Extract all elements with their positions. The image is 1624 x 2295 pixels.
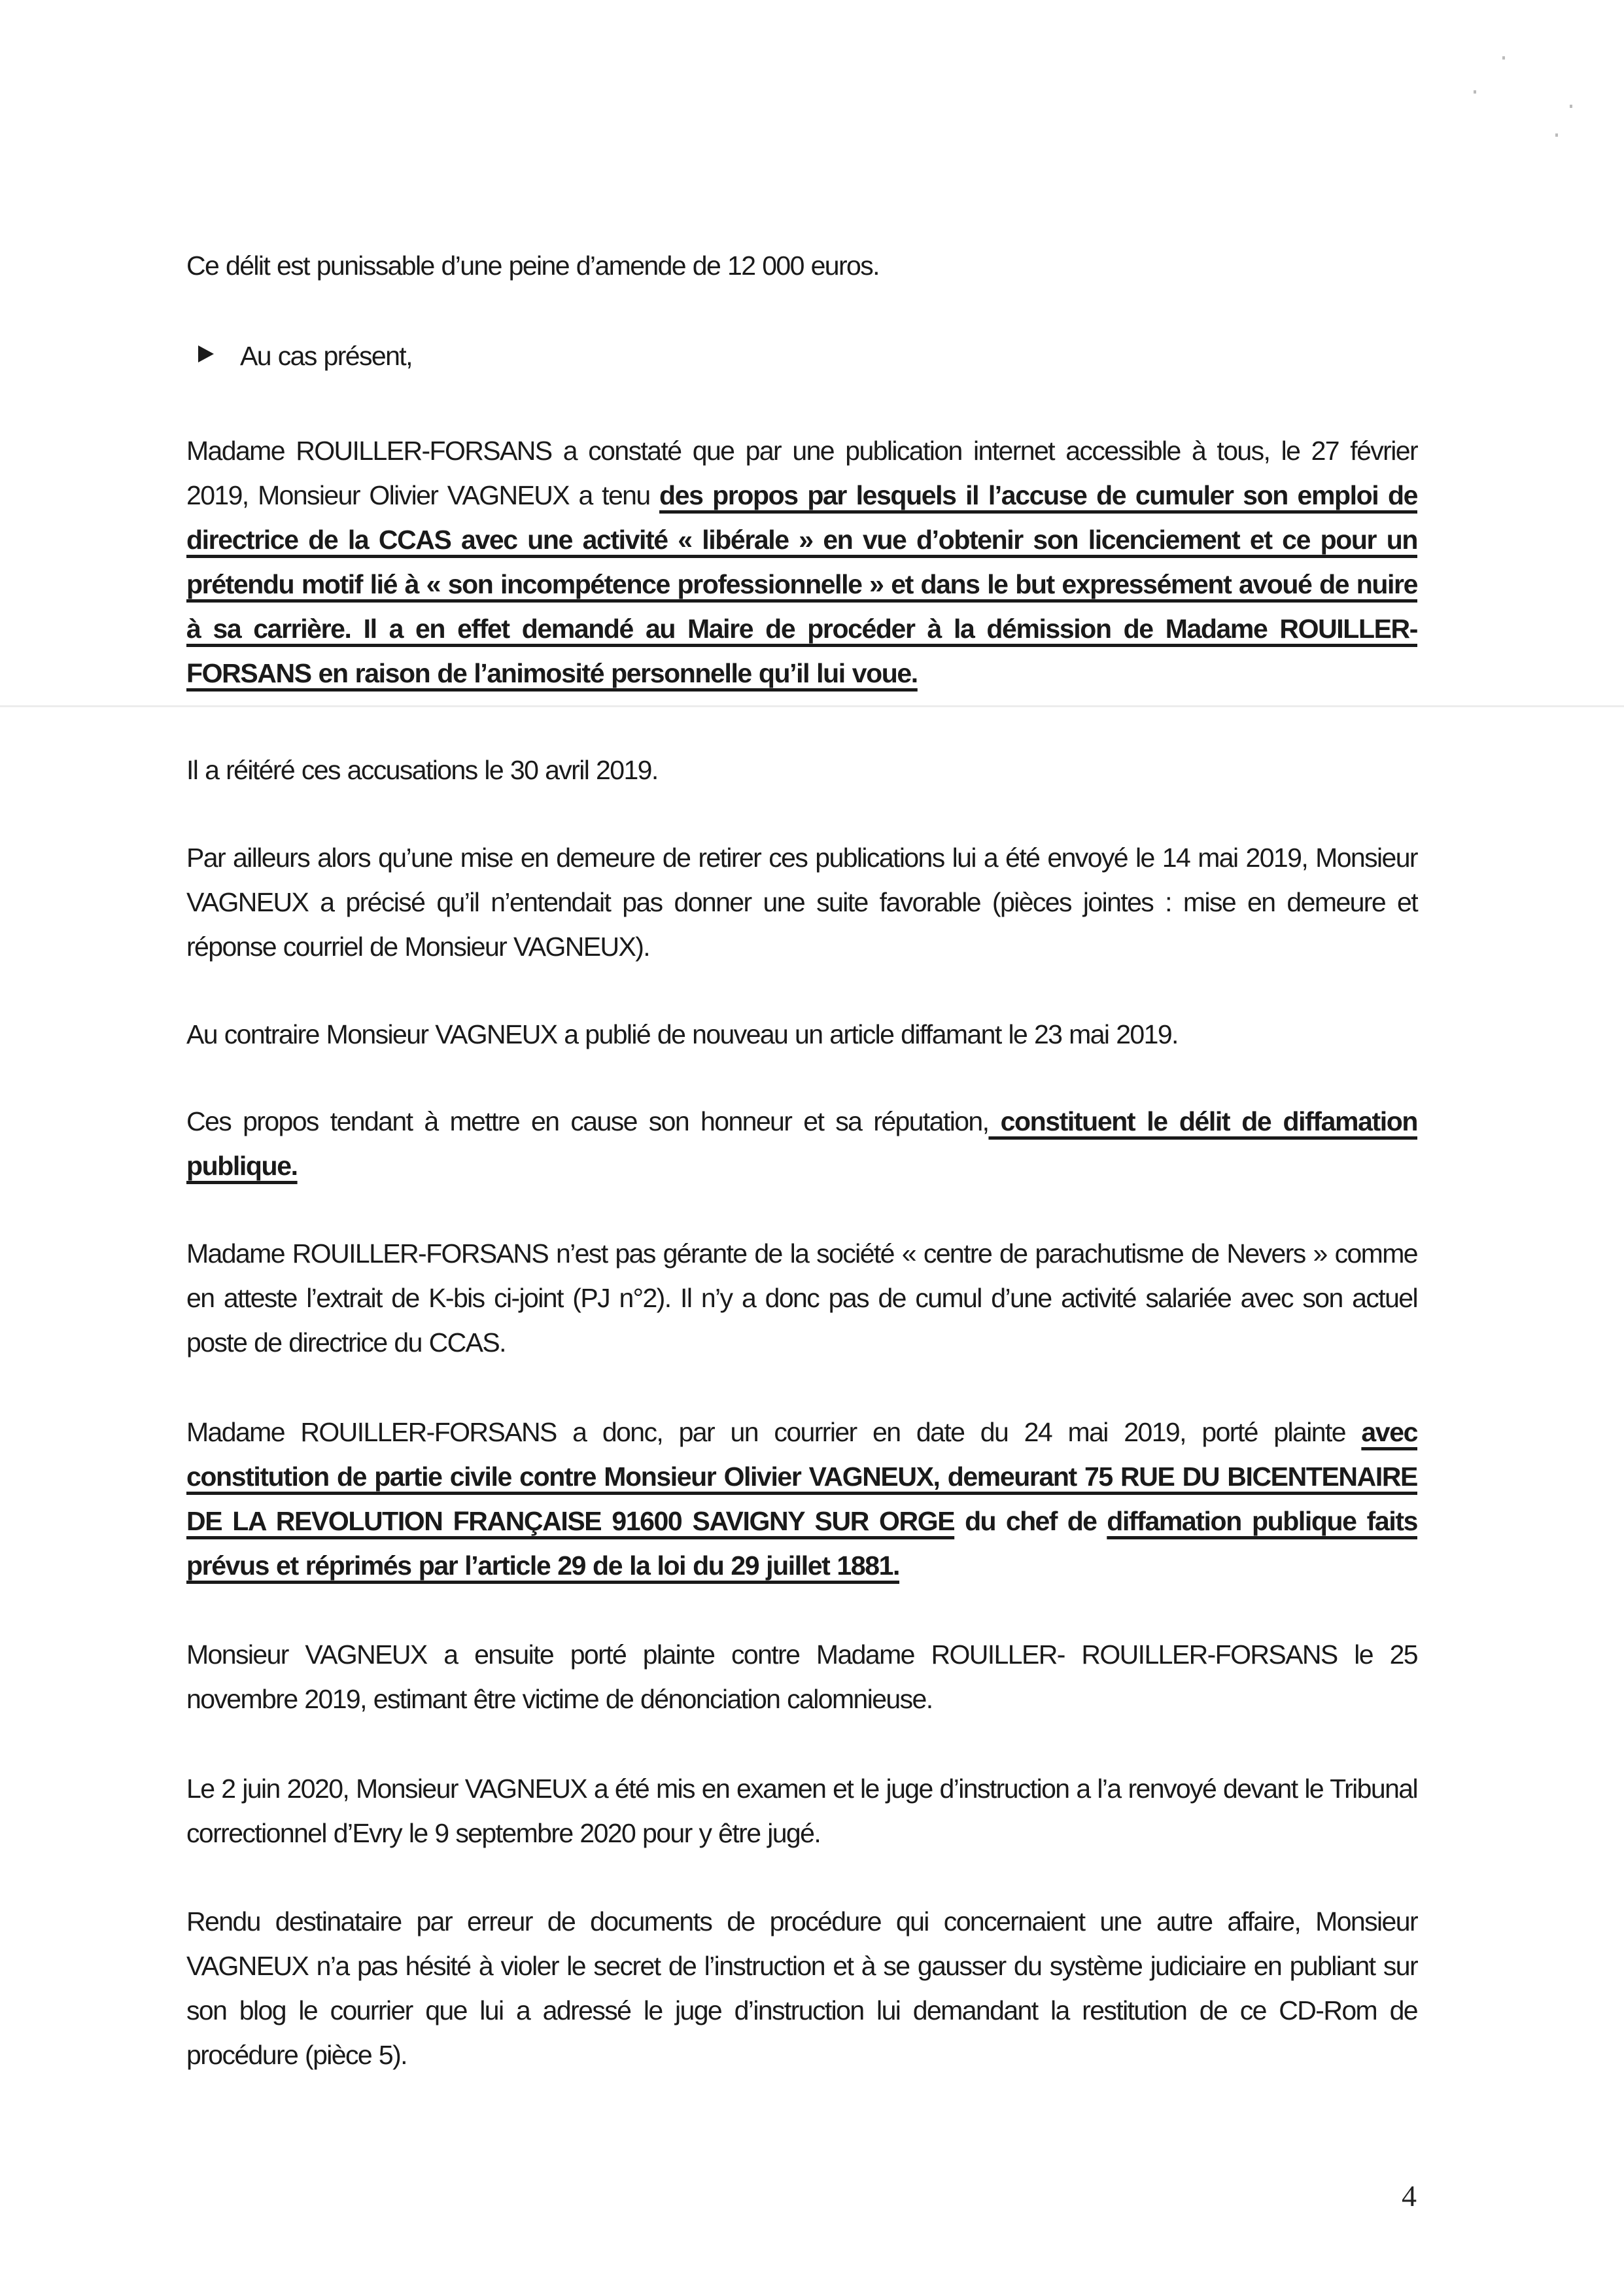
paragraph-text: [186, 1410, 1417, 1588]
paragraph-constat: [186, 429, 1417, 695]
text-segment: Au contraire Monsieur VAGNEUX a publié de nouveau un article diffamant le 23 mai 2019.: [186, 1019, 1178, 1049]
paragraph-text: [186, 1099, 1417, 1188]
scan-speck: [1570, 105, 1572, 108]
paragraph-mise-en-demeure: [186, 835, 1417, 969]
text-segment: Madame ROUILLER-FORSANS n’est pas gérante de la société « centre de parachutisme de Nevers » comme en atteste l’extrait de K-bis ci-joint (PJ n°2). Il n’y a donc pas de cumul d’une activité salariée avec son actuel poste de directrice du CCAS.: [186, 1238, 1417, 1358]
text-segment: Au cas présent,: [240, 341, 412, 371]
paragraph-text: [186, 835, 1417, 969]
page-number: 4: [1402, 2179, 1417, 2213]
text-segment: Madame ROUILLER-FORSANS a constaté que par une publication internet accessible à tous, le 27 février 2019, Monsieur Olivier VAGNEUX a tenu: [186, 436, 1417, 510]
paragraph-text: [186, 1012, 1417, 1057]
paragraph-secret-instruction: [186, 1899, 1417, 2077]
scan-speck: [1502, 56, 1505, 60]
paragraph-au-cas-present: [186, 334, 1417, 378]
underlined-bold-segment: avec constitution de partie civile contre Monsieur Olivier VAGNEUX, demeurant 75 RUE DU BICENTENAIRE DE LA REVOLUTION FRANÇAISE 91600 SAVIGNY SUR ORGE: [186, 1417, 1417, 1536]
text-segment: Il a réitéré ces accusations le 30 avril 2019.: [186, 755, 658, 785]
paragraph-text: [186, 243, 1417, 288]
paragraph-mis-en-examen: [186, 1766, 1417, 1855]
paragraph-text: [186, 1231, 1417, 1365]
underlined-bold-segment: constituent le délit de diffamation publique.: [186, 1106, 1418, 1181]
text-segment: Monsieur VAGNEUX a ensuite porté plainte contre Madame ROUILLER- ROUILLER-FORSANS le 25 novembre 2019, estimant être victime de dénonciation calomnieuse.: [186, 1639, 1417, 1714]
paragraph-text: [186, 1899, 1417, 2077]
text-segment: Le 2 juin 2020, Monsieur VAGNEUX a été mis en examen et le juge d’instruction a l’a renvoyé devant le Tribunal correctionnel d’Evry le 9 septembre 2020 pour y être jugé.: [186, 1774, 1417, 1848]
paragraph-text: [186, 1632, 1417, 1721]
text-segment: Ce délit est punissable d’une peine d’amende de 12 000 euros.: [186, 251, 879, 281]
paragraph-plainte-vagneux: [186, 1632, 1417, 1721]
paragraph-kbis: [186, 1231, 1417, 1365]
text-segment: Madame ROUILLER-FORSANS a donc, par un courrier en date du 24 mai 2019, porté plainte: [186, 1417, 1362, 1447]
scan-artifact-line: [0, 705, 1624, 707]
scan-speck: [1555, 133, 1558, 137]
paragraph-reitere: [186, 748, 1417, 792]
underlined-bold-segment: des propos par lesquels il l’accuse de cumuler son emploi de directrice de la CCAS avec une activité « libérale » en vue d’obtenir son licenciement et ce pour un prétendu motif lié à « son incompétence professionnelle » et dans le but expressément avoué de nuire à sa carrière. Il a en effet demandé au Maire de procéder à la démission de Madame ROUILLER-FORSANS en raison de l’animosité personnelle qu’il lui voue.: [186, 480, 1417, 688]
paragraph-text: [186, 748, 1417, 792]
paragraph-amende: [186, 243, 1417, 288]
paragraph-text: [186, 429, 1417, 695]
scan-speck: [1474, 90, 1476, 94]
arrow-bullet-icon: [198, 345, 214, 362]
text-segment: Rendu destinataire par erreur de documents de procédure qui concernaient une autre affaire, Monsieur VAGNEUX n’a pas hésité à violer le secret de l’instruction et à se gausser du système judiciaire en publiant sur son blog le courrier que lui a adressé le juge d’instruction lui demandant la restitution de ce CD-Rom de procédure (pièce 5).: [186, 1906, 1417, 2070]
text-segment: Ces propos tendant à mettre en cause son honneur et sa réputation,: [186, 1106, 989, 1136]
bold-segment: du chef de: [954, 1506, 1107, 1536]
bullet-paragraph: [186, 334, 1417, 378]
text-segment: Par ailleurs alors qu’une mise en demeure de retirer ces publications lui a été envoyé le 14 mai 2019, Monsieur VAGNEUX a précisé qu’il n’entendait pas donner une suite favorable (pièces jointes : mise en demeure et réponse courriel de Monsieur VAGNEUX).: [186, 843, 1417, 962]
paragraph-text: [186, 1766, 1417, 1855]
paragraph-diffamation: [186, 1099, 1417, 1188]
underlined-bold-segment: diffamation publique faits prévus et réprimés par l’article 29 de la loi du 29 juillet 1881.: [186, 1506, 1417, 1581]
paragraph-plainte: [186, 1410, 1417, 1588]
paragraph-au-contraire: [186, 1012, 1417, 1057]
